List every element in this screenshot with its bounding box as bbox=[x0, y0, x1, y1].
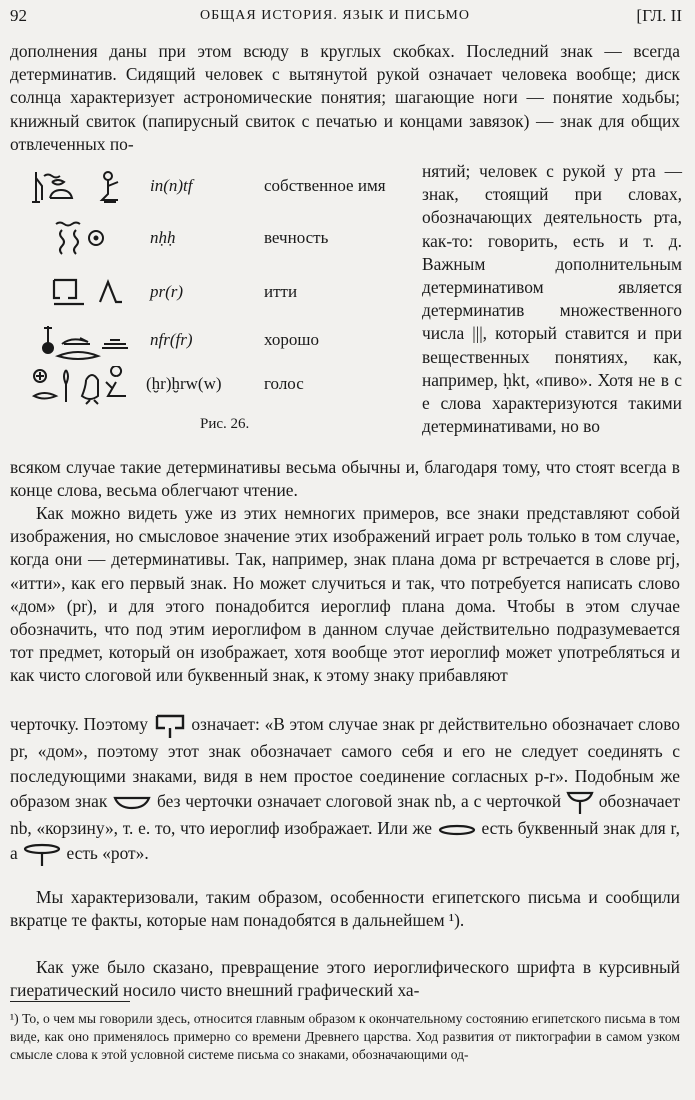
meaning: итти bbox=[264, 282, 298, 301]
hieroglyph-group-icon bbox=[30, 168, 140, 208]
chapter-marker: [ГЛ. II bbox=[636, 6, 682, 25]
hieroglyph-group-icon bbox=[30, 322, 140, 362]
hieroglyph-group-icon bbox=[30, 274, 140, 314]
figure-row bbox=[20, 168, 415, 208]
paragraph-summary: Мы характеризовали, таким образом, особенности египетского письма и сообщили вкратце те факты, которые нам понадобятся в дальнейшем ¹). bbox=[10, 887, 680, 931]
text-span: Или же bbox=[377, 818, 432, 838]
page-number: 92 bbox=[10, 6, 27, 25]
footnote: ¹) То, о чем мы говорили здесь, относится главным образом к окончательному состоянию египетского письма в том виде, как оно применялось примерно со времени Древнего царства. Ход развития от пиктографии в самом узком смысле слова к этой условной системе письма со знаками, обозначающими од- bbox=[10, 1011, 680, 1062]
figure-26 bbox=[20, 168, 415, 438]
mouth-with-stroke-icon bbox=[22, 842, 62, 868]
hieroglyph-group-icon bbox=[30, 220, 140, 260]
figure-row bbox=[20, 366, 415, 406]
meaning: собственное имя bbox=[264, 176, 386, 195]
transliteration: (ḫr)ḫrw(w) bbox=[146, 374, 222, 393]
basket-icon bbox=[112, 795, 152, 811]
meaning: голос bbox=[264, 374, 304, 393]
figure-caption: Рис. 26. bbox=[200, 416, 250, 432]
running-title: ОБЩАЯ ИСТОРИЯ. ЯЗЫК И ПИСЬМО bbox=[200, 8, 470, 23]
paragraph-wrap-column: нятий; человек с рукой у рта — знак, стоящий при словах, обозначающих деятельность рта, как-то: говорить, есть и т. д. Важным дополнительным детерминативом является детерминатив множественного числа |||, который ставится и при вещественных понятиях, как, например, ḥkt, «пиво». Хотя не в с е слова характеризуются такими детерминативами, но во bbox=[422, 161, 682, 437]
page-header bbox=[10, 6, 688, 32]
meaning: вечность bbox=[264, 228, 329, 247]
mouth-icon bbox=[437, 823, 477, 837]
figure-row bbox=[20, 274, 415, 314]
paragraph-inline-glyphs bbox=[10, 712, 680, 868]
book-page bbox=[10, 0, 688, 1100]
transliteration: pr(r) bbox=[150, 282, 184, 301]
paragraph-intro: дополнения даны при этом всюду в круглых скобках. Последний знак — всегда детерминатив. Сидящий человек с вытянутой рукой означает человека вообще; диск солнца характеризует астрономические понятия; шагающие ноги — понятие ходьбы; книжный свиток (папирусный свиток с печатью и концами завязок) — знак для общих отвлеченных по- bbox=[10, 41, 680, 154]
footnote-rule bbox=[10, 1001, 130, 1002]
hieroglyph-group-icon bbox=[30, 366, 140, 406]
text-span: черточку. Поэтому bbox=[10, 714, 148, 734]
transliteration: nḥḥ bbox=[150, 228, 176, 247]
house-with-stroke-icon bbox=[153, 713, 187, 739]
text-span: есть буквенный знак для r, а bbox=[10, 818, 680, 863]
paragraph-determinatives: всяком случае такие детерминативы весьма обычны и, благодаря тому, что стоят всегда в конце слова, весьма облегчают чтение. bbox=[10, 457, 680, 501]
figure-row bbox=[20, 322, 415, 362]
text-span: обозначает nb, «корзину», т. е. то, что иероглиф изображает. bbox=[10, 791, 680, 838]
meaning: хорошо bbox=[264, 330, 319, 349]
figure-row bbox=[20, 220, 415, 260]
inline-glyph-text bbox=[10, 712, 680, 868]
paragraph-hieratic: Как уже было сказано, превращение этого иероглифического шрифта в курсивный гиератический носило чисто внешний графический ха- bbox=[10, 957, 680, 1001]
basket-with-stroke-icon bbox=[566, 790, 594, 816]
text-span: без черточки означает слоговой знак nb, а с черточкой bbox=[157, 791, 562, 811]
transliteration: nfr(fr) bbox=[150, 330, 193, 349]
paragraph-examples: Как можно видеть уже из этих немногих примеров, все знаки представляют собой изображения, но смысловое значение этих изображений играет роль только в том случае, когда они — детерминативы. Так, например, знак плана дома pr встречается в слове prj, «итти», как его первый знак. Но может случиться и так, что потребуется написать слово «дом» (pr), и для этого понадобится иероглиф плана дома. Чтобы в этом случае обозначить, что под этим иероглифом в данном случае действительно подразумевается тот предмет, который он изображает, хотя вообще этот иероглиф может употребляться и как чисто слоговой или буквенный знак, к этому знаку прибавляют bbox=[10, 503, 680, 686]
transliteration: in(n)tf bbox=[150, 176, 193, 195]
text-span: означает: «В этом случае знак pr действительно обозначает слово pr, «дом», поэтому этот знак обозначает самого себя и его не следует соединять с последующими знаками, видя в нем простое соединение согласных p-r». Подобным же образом знак bbox=[10, 714, 680, 811]
text-span: есть «рот». bbox=[66, 843, 149, 863]
